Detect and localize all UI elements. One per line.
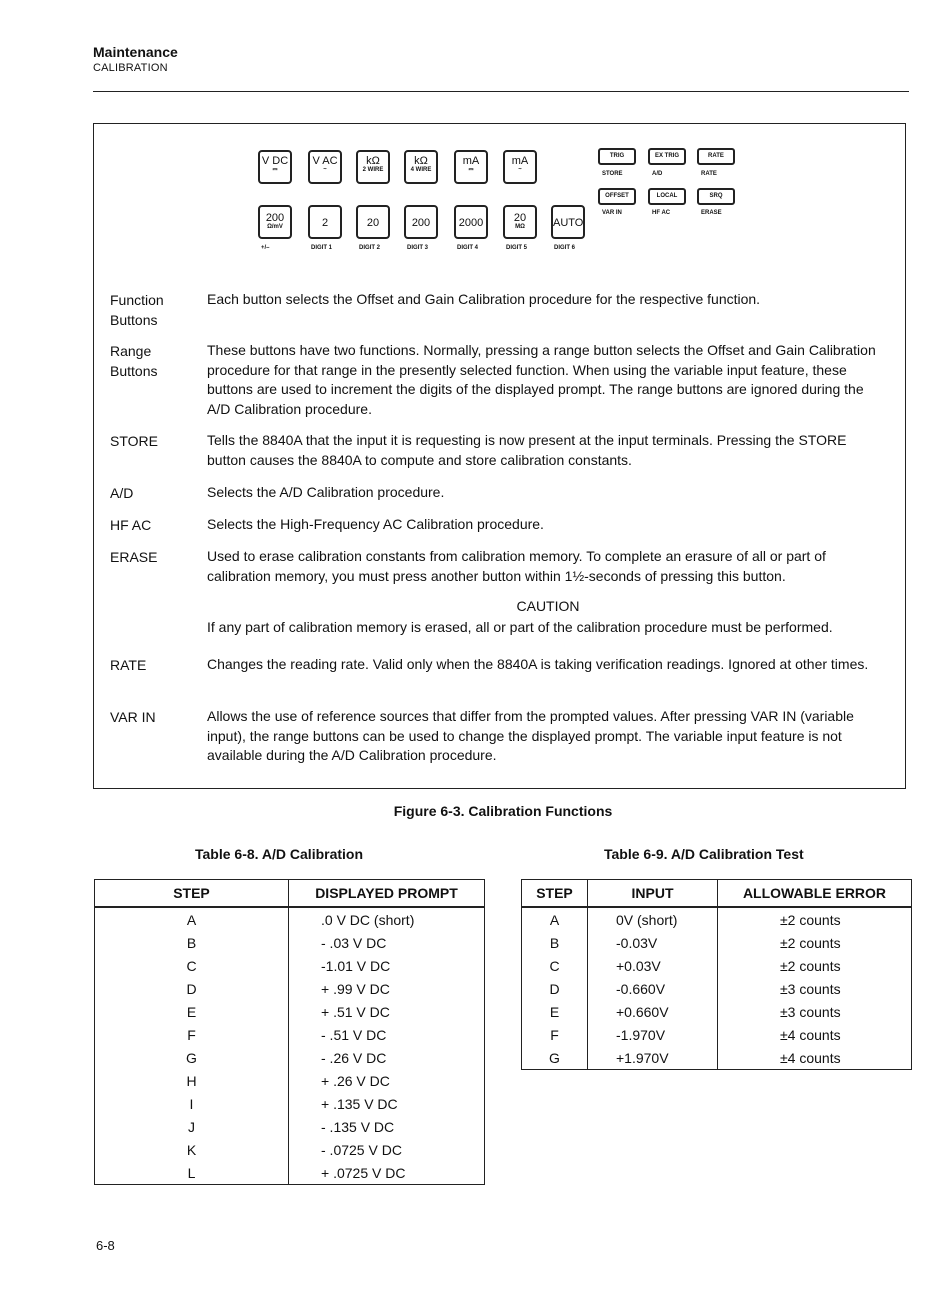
table-cell: G — [549, 1049, 560, 1066]
caution-title: CAUTION — [516, 598, 580, 614]
table-cell: D — [186, 980, 197, 997]
desc-erase: Used to erase calibration constants from calibration memory. To complete an erasure of all or part of calibration memory, you must press another button within 1½-seconds of pressing this button. — [207, 548, 826, 584]
table-cell: -0.03V — [588, 931, 718, 954]
table-cell: + .51 V DC — [289, 1000, 485, 1023]
key-sublabel: ~ — [323, 167, 327, 174]
table-cell: A — [549, 911, 560, 928]
table-cell: K — [186, 1141, 197, 1158]
page-number: 6-8 — [96, 1238, 115, 1253]
term-a-d: A/D — [110, 485, 134, 501]
key-label: V AC — [312, 155, 338, 167]
table-row — [95, 1115, 485, 1138]
term-text: Function Buttons — [110, 292, 164, 328]
key-label: 200 — [265, 212, 285, 224]
table-row — [95, 1138, 485, 1161]
table-row — [95, 1161, 485, 1185]
range-key-label: DIGIT 1 — [311, 245, 333, 251]
status-key: RATE — [697, 148, 735, 165]
table-cell: ±2 counts — [718, 907, 912, 931]
desc-store: Tells the 8840A that the input it is requesting is now present at the input terminals. Pressing the STORE button causes the 8840A to compute and store calibration constants. — [207, 432, 847, 468]
key-sublabel: 2 WIRE — [362, 167, 384, 174]
table-cell: -1.01 V DC — [289, 954, 485, 977]
key-label: 20 — [366, 217, 380, 229]
key-sublabel: ⎓ — [468, 167, 474, 174]
table-cell: ±2 counts — [718, 954, 912, 977]
table-6-9 — [521, 879, 912, 1070]
section-title: Maintenance — [93, 44, 178, 60]
function-key — [356, 150, 390, 184]
table-header-row — [522, 880, 912, 908]
term-store: STORE — [110, 433, 158, 449]
table-cell: F — [550, 1026, 559, 1043]
status-key: OFFSET — [598, 188, 636, 205]
table-row — [95, 1046, 485, 1069]
function-key — [454, 150, 488, 184]
status-key-label: A/D — [652, 171, 663, 177]
table-cell: 0V (short) — [588, 907, 718, 931]
range-key — [356, 205, 390, 239]
status-key-label: STORE — [602, 171, 623, 177]
table-cell: +1.970V — [588, 1046, 718, 1070]
table-cell: -0.660V — [588, 977, 718, 1000]
table-cell: C — [549, 957, 560, 974]
term-hf-ac: HF AC — [110, 517, 152, 533]
status-key-label: VAR IN — [602, 210, 622, 216]
status-key: SRQ — [697, 188, 735, 205]
table-6-8-caption: Table 6-8. A/D Calibration — [195, 846, 364, 862]
table-cell: ±2 counts — [718, 931, 912, 954]
term-rate: RATE — [110, 657, 147, 673]
term-var-in: VAR IN — [110, 709, 156, 725]
key-label: 2 — [321, 217, 329, 229]
function-key — [404, 150, 438, 184]
term-range-buttons — [110, 341, 157, 381]
table-cell: E — [549, 1003, 560, 1020]
column-header: ALLOWABLE ERROR — [718, 880, 912, 908]
status-key-label: HF AC — [652, 210, 671, 216]
table-row — [522, 1000, 912, 1023]
key-label: mA — [462, 155, 480, 167]
table-cell: ±4 counts — [718, 1046, 912, 1070]
table-row — [522, 1046, 912, 1070]
table-cell: G — [186, 1049, 197, 1066]
function-key — [308, 150, 342, 184]
key-sublabel: ⎓ — [272, 167, 278, 174]
table-cell: ±3 counts — [718, 977, 912, 1000]
range-key-label: DIGIT 4 — [457, 245, 479, 251]
desc-range-buttons: These buttons have two functions. Normally, pressing a range button selects the Offset and Gain Calibration procedure for that range in the presently selected function. When using the variable input feature, these buttons are used to increment the digits of the displayed prompt. The range buttons are ignored during the A/D Calibration procedure. — [207, 342, 876, 417]
table-row — [95, 977, 485, 1000]
table-cell: + .26 V DC — [289, 1069, 485, 1092]
table-cell: D — [549, 980, 560, 997]
key-label: 200 — [411, 217, 431, 229]
table-row — [522, 931, 912, 954]
term-erase: ERASE — [110, 549, 158, 565]
table-cell: - .51 V DC — [289, 1023, 485, 1046]
table-cell: F — [187, 1026, 196, 1043]
key-label: AUTO — [553, 217, 584, 229]
term-text: Range Buttons — [110, 343, 158, 379]
key-sublabel: ~ — [518, 167, 522, 174]
table-cell: C — [186, 957, 197, 974]
table-cell: E — [186, 1003, 197, 1020]
caution-text: If any part of calibration memory is erased, all or part of the calibration procedure must be performed. — [207, 619, 833, 635]
key-sublabel: MΩ — [515, 224, 525, 231]
function-key — [503, 150, 537, 184]
table-6-8 — [94, 879, 485, 1185]
desc-hf-ac: Selects the High-Frequency AC Calibration procedure. — [207, 516, 544, 532]
table-cell: J — [188, 1118, 195, 1135]
table-6-9-caption: Table 6-9. A/D Calibration Test — [604, 846, 804, 862]
table-row — [95, 1069, 485, 1092]
status-key-label: ERASE — [701, 210, 722, 216]
table-row — [95, 907, 485, 931]
key-label: kΩ — [414, 155, 428, 167]
status-key-label: RATE — [701, 171, 717, 177]
range-key — [454, 205, 488, 239]
column-header: STEP — [522, 880, 588, 908]
table-cell: B — [549, 934, 560, 951]
function-key — [258, 150, 292, 184]
range-key-label: DIGIT 2 — [359, 245, 381, 251]
figure-caption: Figure 6-3. Calibration Functions — [393, 803, 613, 819]
range-key — [258, 205, 292, 239]
table-cell: +0.660V — [588, 1000, 718, 1023]
table-cell: -1.970V — [588, 1023, 718, 1046]
column-header: INPUT — [588, 880, 718, 908]
table-row — [95, 954, 485, 977]
range-key-label: DIGIT 5 — [506, 245, 528, 251]
table-cell: + .0725 V DC — [289, 1161, 485, 1185]
status-key: EX TRIG — [648, 148, 686, 165]
header-rule — [93, 91, 909, 92]
table-cell: L — [187, 1164, 196, 1181]
range-key-label: DIGIT 3 — [407, 245, 429, 251]
section-subtitle: CALIBRATION — [93, 62, 168, 74]
table-row — [522, 954, 912, 977]
range-key — [551, 205, 585, 239]
calibration-functions-panel — [93, 123, 906, 789]
key-label: mA — [511, 155, 529, 167]
table-cell: H — [186, 1072, 197, 1089]
range-key — [308, 205, 342, 239]
range-key — [404, 205, 438, 239]
status-key: TRIG — [598, 148, 636, 165]
column-header: STEP — [95, 880, 289, 908]
table-cell: - .0725 V DC — [289, 1138, 485, 1161]
table-row — [95, 1092, 485, 1115]
table-cell: ±3 counts — [718, 1000, 912, 1023]
range-key — [503, 205, 537, 239]
table-cell: .0 V DC (short) — [289, 907, 485, 931]
range-key-label: DIGIT 6 — [554, 245, 576, 251]
table-cell: - .26 V DC — [289, 1046, 485, 1069]
key-sublabel: 4 WIRE — [410, 167, 432, 174]
desc-a-d: Selects the A/D Calibration procedure. — [207, 484, 445, 500]
table-cell: I — [189, 1095, 194, 1112]
table-row — [522, 907, 912, 931]
key-label: 20 — [513, 212, 527, 224]
table-cell: - .03 V DC — [289, 931, 485, 954]
desc-rate: Changes the reading rate. Valid only when the 8840A is taking verification readings. Ignored at other times. — [207, 656, 869, 672]
table-row — [522, 1023, 912, 1046]
table-cell: B — [186, 934, 197, 951]
status-key: LOCAL — [648, 188, 686, 205]
desc-var-in: Allows the use of reference sources that differ from the prompted values. After pressing VAR IN (variable input), the range buttons can be used to change the displayed prompt. The variable input feature is not available during the A/D Calibration procedure. — [207, 708, 854, 764]
table-row — [95, 1023, 485, 1046]
key-label: 2000 — [458, 217, 484, 229]
column-header: DISPLAYED PROMPT — [289, 880, 485, 908]
table-cell: ±4 counts — [718, 1023, 912, 1046]
range-key-label: +/– — [261, 245, 270, 251]
table-cell: A — [186, 911, 197, 928]
term-function-buttons — [110, 290, 164, 330]
table-cell: + .135 V DC — [289, 1092, 485, 1115]
table-body — [95, 907, 485, 1185]
table-header-row — [95, 880, 485, 908]
table-cell: + .99 V DC — [289, 977, 485, 1000]
table-cell: +0.03V — [588, 954, 718, 977]
key-label: kΩ — [366, 155, 380, 167]
table-row — [522, 977, 912, 1000]
table-row — [95, 1000, 485, 1023]
desc-function-buttons: Each button selects the Offset and Gain Calibration procedure for the respective function. — [207, 291, 761, 307]
table-row — [95, 931, 485, 954]
key-label: V DC — [261, 155, 289, 167]
table-cell: - .135 V DC — [289, 1115, 485, 1138]
table-body — [522, 907, 912, 1070]
key-sublabel: Ω/mV — [267, 224, 283, 231]
